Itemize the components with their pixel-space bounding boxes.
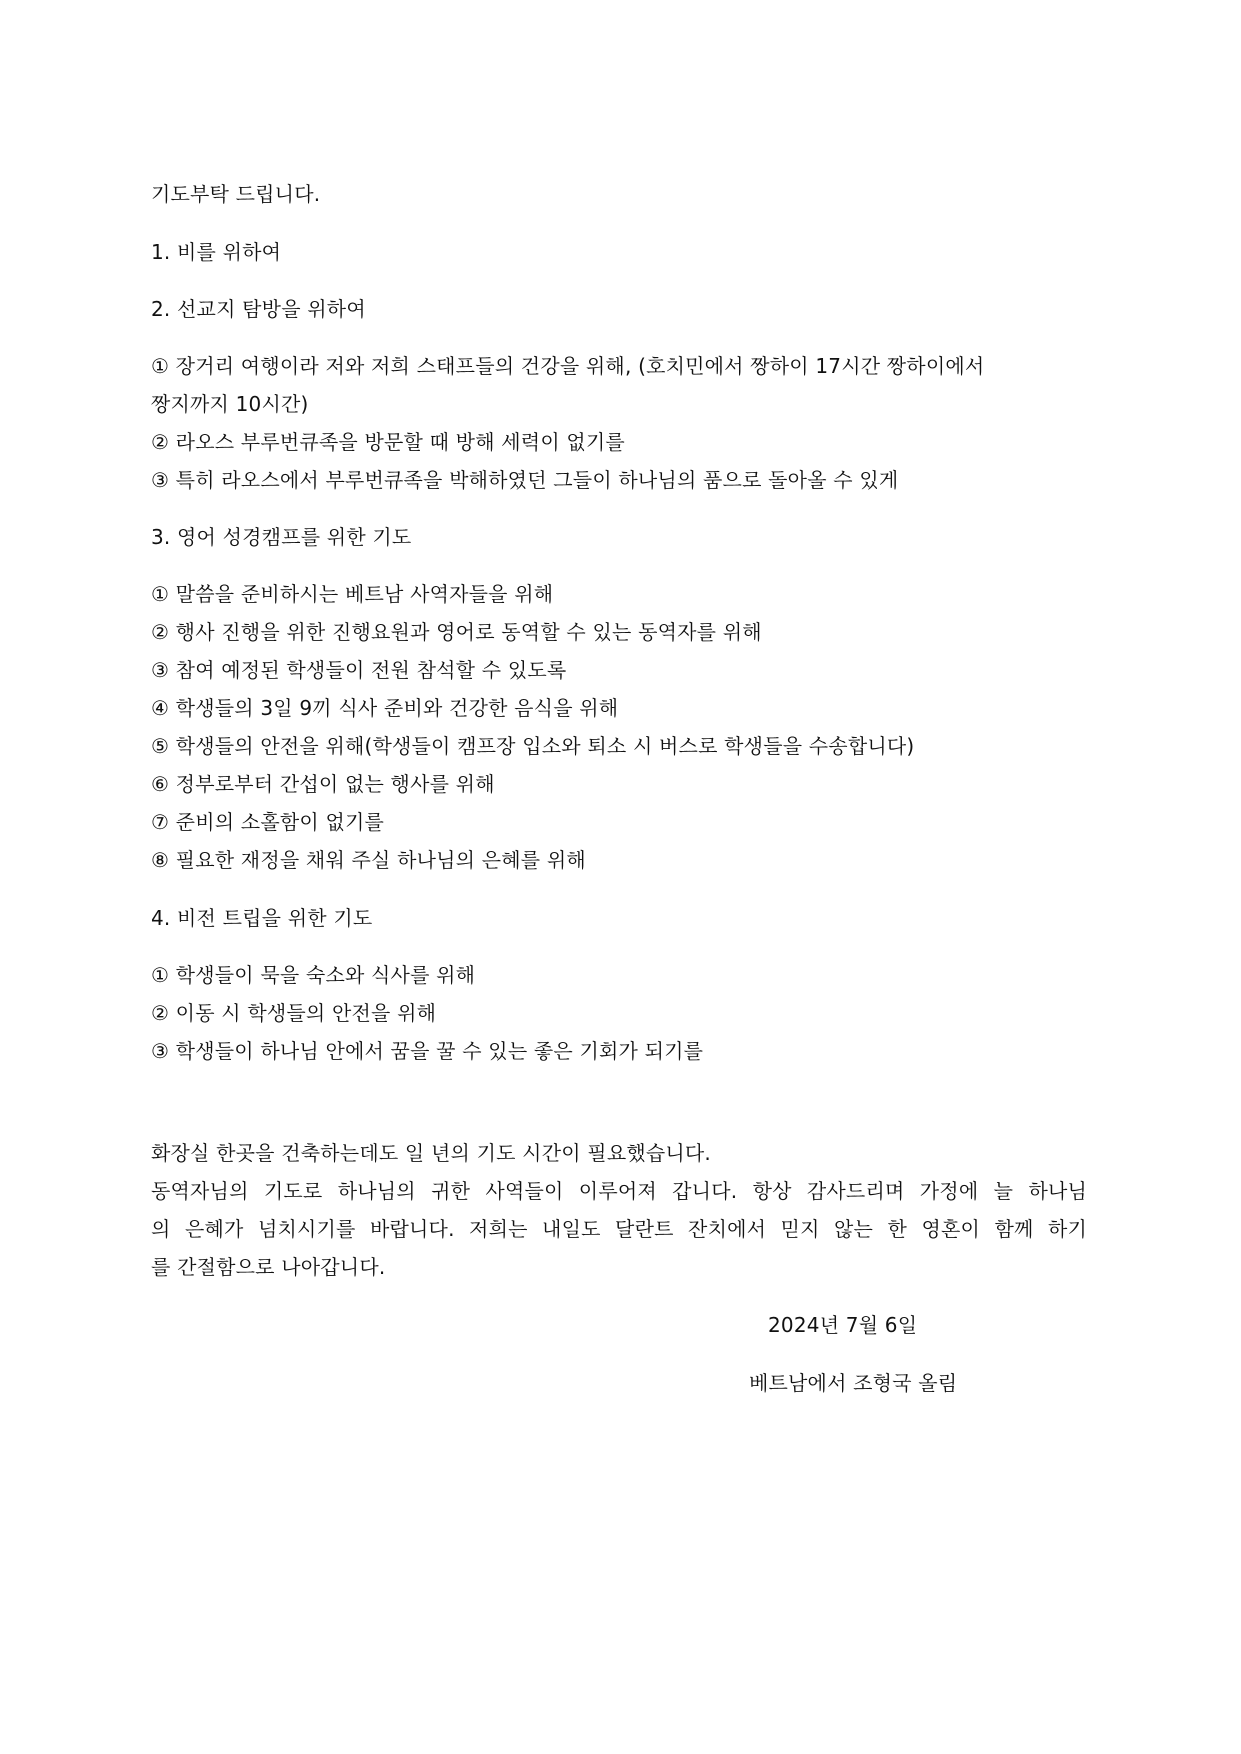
list-item: ① 장거리 여행이라 저와 저희 스태프들의 건강을 위해, (호치민에서 짱하이 17시간 짱하이에서: [151, 354, 985, 378]
list-item: ⑥ 정부로부터 간섭이 없는 행사를 위해: [151, 772, 495, 796]
section-heading-4: 4. 비전 트립을 위한 기도: [151, 906, 373, 930]
letter-signature: 베트남에서 조형국 올림: [749, 1371, 958, 1395]
list-item: ① 말씀을 준비하시는 베트남 사역자들을 위해: [151, 582, 554, 606]
list-item: ⑤ 학생들의 안전을 위해(학생들이 캠프장 입소와 퇴소 시 버스로 학생들을 수송합니다): [151, 734, 915, 758]
list-item: ③ 참여 예정된 학생들이 전원 참석할 수 있도록: [151, 658, 567, 682]
closing-line: 화장실 한곳을 건축하는데도 일 년의 기도 시간이 필요했습니다.: [151, 1141, 711, 1165]
section-heading-1: 1. 비를 위하여: [151, 240, 282, 264]
closing-line: 를 간절함으로 나아갑니다.: [151, 1255, 386, 1279]
list-item: ① 학생들이 묵을 숙소와 식사를 위해: [151, 963, 476, 987]
list-item: ③ 학생들이 하나님 안에서 꿈을 꿀 수 있는 좋은 기회가 되기를: [151, 1039, 704, 1063]
section-heading-3: 3. 영어 성경캠프를 위한 기도: [151, 525, 412, 549]
list-item: ③ 특히 라오스에서 부루번큐족을 박해하였던 그들이 하나님의 품으로 돌아올 수 있게: [151, 468, 899, 492]
list-item: ④ 학생들의 3일 9끼 식사 준비와 건강한 음식을 위해: [151, 696, 619, 720]
closing-line: 의 은혜가 넘치시기를 바랍니다. 저희는 내일도 달란트 잔치에서 믿지 않는 한 영혼이 함께 하기: [151, 1217, 1087, 1241]
list-item: ⑦ 준비의 소홀함이 없기를: [151, 810, 385, 834]
list-item: ② 라오스 부루번큐족을 방문할 때 방해 세력이 없기를: [151, 430, 625, 454]
letter-date: 2024년 7월 6일: [768, 1313, 918, 1337]
list-item: ② 행사 진행을 위한 진행요원과 영어로 동역할 수 있는 동역자를 위해: [151, 620, 762, 644]
list-item: ② 이동 시 학생들의 안전을 위해: [151, 1001, 437, 1025]
intro-text: 기도부탁 드립니다.: [151, 182, 321, 206]
list-item: ⑧ 필요한 재정을 채워 주실 하나님의 은혜를 위해: [151, 848, 586, 872]
closing-line: 동역자님의 기도로 하나님의 귀한 사역들이 이루어져 갑니다. 항상 감사드리며 가정에 늘 하나님: [151, 1179, 1087, 1203]
section-heading-2: 2. 선교지 탐방을 위하여: [151, 297, 366, 321]
list-item-continuation: 짱지까지 10시간): [151, 392, 309, 416]
